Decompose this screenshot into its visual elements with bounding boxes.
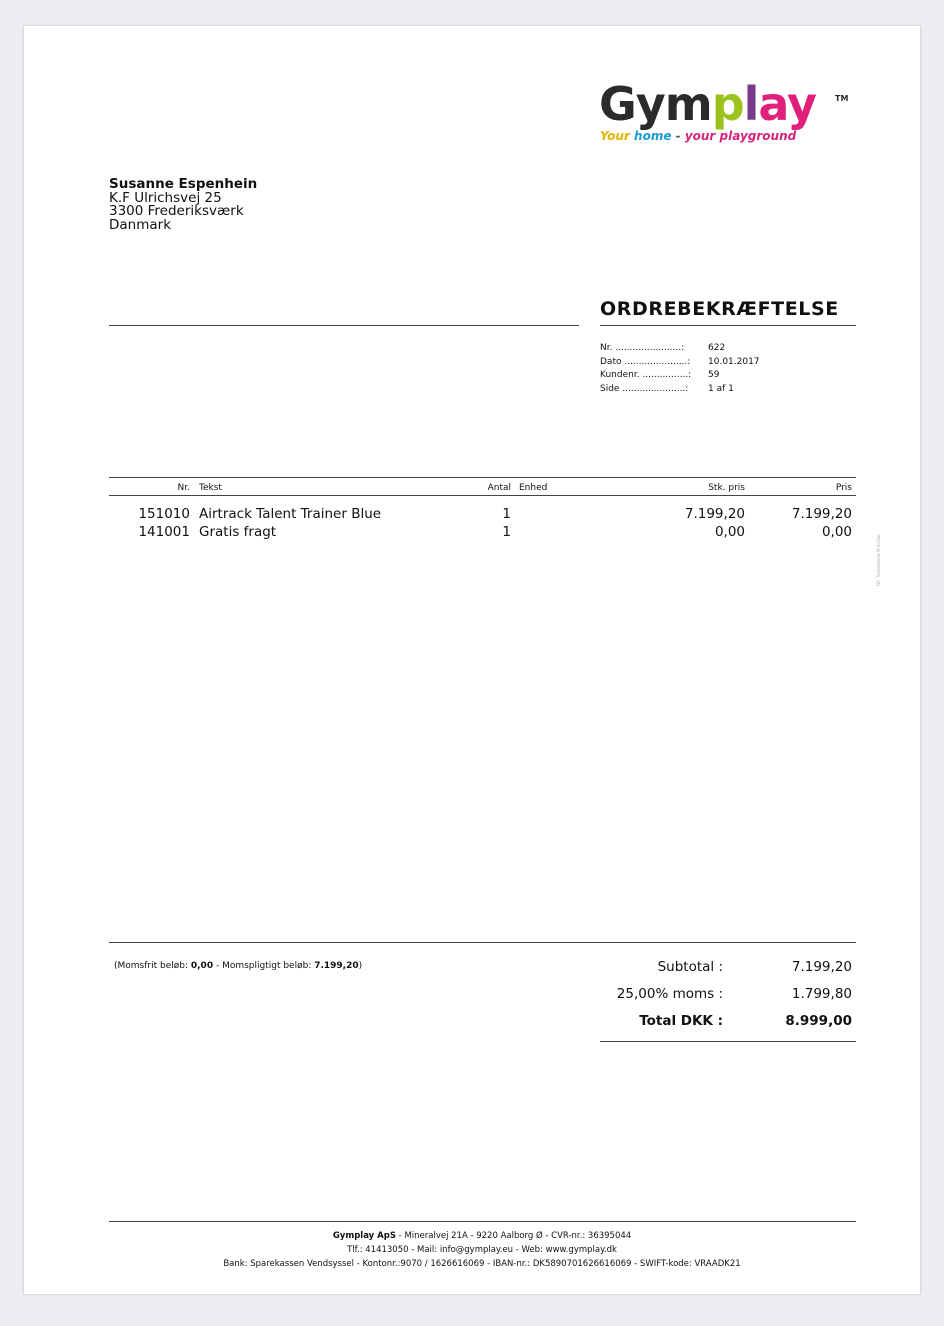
total-value: 8.999,00	[785, 1013, 852, 1029]
subtotal-label: Subtotal :	[657, 959, 723, 975]
row-2-nr: 141001	[138, 524, 190, 540]
address-divider	[109, 325, 579, 326]
side-margin-text: NP: Trondelkorte M-Scribe	[876, 534, 881, 586]
row-1-antal: 1	[502, 506, 511, 522]
document-page	[24, 26, 920, 1294]
meta-row: Nr. .......................: 622	[600, 343, 726, 353]
footer-rule	[109, 1221, 856, 1222]
row-1-pris: 7.199,20	[791, 506, 852, 522]
row-2-tekst: Gratis fragt	[199, 524, 277, 540]
vat-value: 1.799,80	[791, 986, 852, 1002]
meta-row: Kundenr. ................: 59	[600, 370, 720, 380]
total-label: Total DKK :	[639, 1013, 723, 1029]
title-underline	[600, 325, 856, 326]
table-top-rule	[109, 477, 856, 478]
header-nr: Nr.	[177, 483, 190, 493]
recipient-city: 3300 Frederiksværk	[109, 203, 244, 219]
header-pris: Pris	[835, 483, 852, 493]
meta-row: Side ......................: 1 af 1	[600, 383, 734, 394]
footer-line-1: Gymplay ApS - Mineralvej 21A - 9220 Aalborg Ø - CVR-nr.: 36395044	[332, 1231, 632, 1241]
row-1-tekst: Airtrack Talent Trainer Blue	[199, 506, 382, 522]
totals-top-rule	[109, 942, 856, 943]
row-2-antal: 1	[502, 524, 511, 540]
moms-note: (Momsfrit beløb: 0,00 - Momspligtigt beløb: 7.199,20)	[114, 961, 363, 971]
recipient-street: K.F Ulrichsvej 25	[109, 189, 222, 206]
order-meta	[600, 342, 760, 396]
logo-wordmark: Gymplay	[599, 77, 817, 131]
row-2-pris: 0,00	[821, 524, 852, 540]
header-tekst: Tekst	[199, 483, 222, 493]
header-enhed: Enhed	[519, 483, 548, 493]
document-title: ORDREBEKRÆFTELSE	[600, 298, 839, 320]
table-header-rule	[109, 495, 856, 496]
recipient-name: Susanne Espenhein	[109, 176, 258, 192]
footer-line-3: Bank: Sparekassen Vendsyssel - Kontonr.:9070 / 1626616069 - IBAN-nr.: DK5890701626616069 - SWIFT-kode: VRAADK21	[223, 1259, 741, 1269]
recipient-address	[109, 178, 257, 232]
subtotal-value: 7.199,20	[791, 959, 852, 975]
row-1-nr: 151010	[138, 506, 190, 522]
row-2-stk-pris: 0,00	[714, 524, 745, 540]
total-underline	[600, 1041, 856, 1042]
vat-label: 25,00% moms :	[616, 986, 723, 1002]
gymplay-logo	[599, 76, 854, 176]
logo-trademark: TM	[835, 94, 849, 103]
logo-tagline: Your home - your playground	[600, 129, 797, 143]
meta-row: Dato ......................: 10.01.2017	[600, 356, 760, 367]
recipient-country: Danmark	[109, 216, 172, 233]
row-1-stk-pris: 7.199,20	[684, 506, 745, 522]
company-footer	[124, 1229, 840, 1271]
header-antal: Antal	[487, 483, 511, 493]
header-stk-pris: Stk. pris	[708, 483, 745, 493]
footer-line-2: Tlf.: 41413050 - Mail: info@gymplay.eu - Web: www.gymplay.dk	[347, 1245, 617, 1255]
